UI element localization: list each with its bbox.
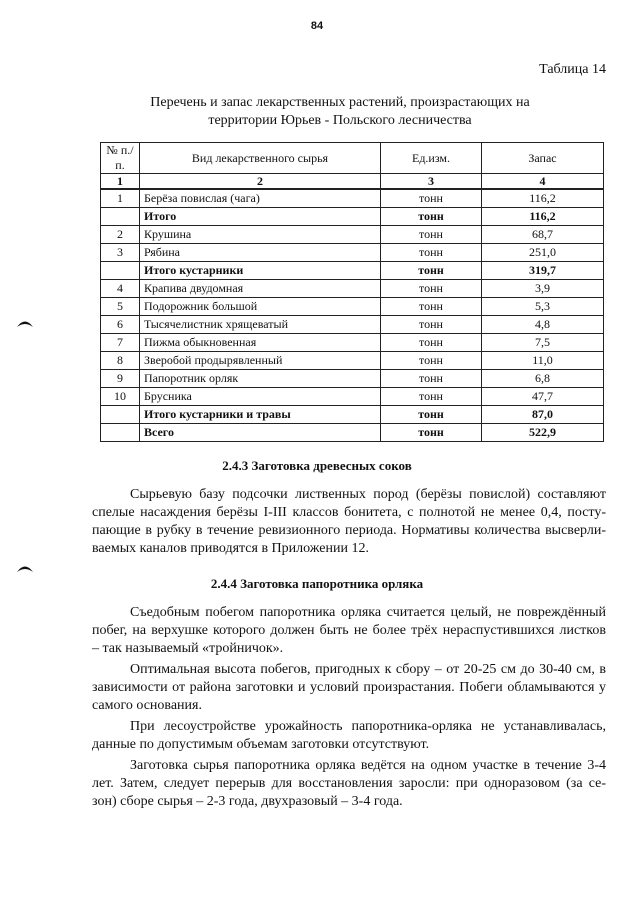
table-column-numbers-row <box>101 174 604 190</box>
table-row <box>101 352 604 370</box>
text-line: Заготовка сырья папоротника орляка ведётся на одном участке в течение 3-4 <box>130 758 606 773</box>
table-title-line: территории Юрьев - Польского лесничества <box>208 113 472 128</box>
row-value: 319,7 <box>482 262 604 280</box>
row-number <box>101 208 140 226</box>
row-name: Подорожник большой <box>140 298 381 316</box>
text-line: Съедобным побегом папоротника орляка считается целый, не повреждённый <box>130 605 606 620</box>
table-row <box>101 226 604 244</box>
text-line: спелые насаждения берёзы I-III классов бонитета, с полнотой не менее 0,4, посту- <box>92 505 606 520</box>
row-name: Крушина <box>140 226 381 244</box>
row-value: 4,8 <box>482 316 604 334</box>
text-line: побег, на верхушке которого должен быть не более трёх нераспустившихся листков <box>92 623 606 638</box>
column-number: 3 <box>381 174 482 190</box>
row-value: 7,5 <box>482 334 604 352</box>
table-row <box>101 262 604 280</box>
text-line: лет. Затем, следует перерыв для восстановления заросли: при одноразовом (за се- <box>92 776 606 791</box>
table-caption: Таблица 14 <box>539 62 606 77</box>
row-value: 47,7 <box>482 388 604 406</box>
row-name: Итого <box>140 208 381 226</box>
row-unit: тонн <box>381 280 482 298</box>
row-value: 116,2 <box>482 189 604 208</box>
row-value: 251,0 <box>482 244 604 262</box>
text-line: самого основания. <box>92 698 202 713</box>
text-line: Сырьевую базу подсочки лиственных пород (берёзы повислой) составляют <box>130 487 606 502</box>
table-row <box>101 424 604 442</box>
table-row <box>101 208 604 226</box>
table-row <box>101 388 604 406</box>
row-number: 10 <box>101 388 140 406</box>
table-row <box>101 406 604 424</box>
table-body <box>101 189 604 442</box>
row-unit: тонн <box>381 388 482 406</box>
row-value: 68,7 <box>482 226 604 244</box>
plants-table <box>100 142 604 442</box>
text-line: пающие в рубку в течение ревизионного периода. Нормативы количества высверли- <box>92 523 606 538</box>
text-line: зон) сборе сырья – 2-3 года, двухразовый – 3-4 года. <box>92 794 403 809</box>
row-value: 87,0 <box>482 406 604 424</box>
table-row <box>101 370 604 388</box>
table-row <box>101 280 604 298</box>
column-number: 1 <box>101 174 140 190</box>
row-name: Итого кустарники и травы <box>140 406 381 424</box>
header-number: № п./п. <box>101 143 140 174</box>
row-number: 5 <box>101 298 140 316</box>
binder-mark-icon <box>16 563 34 573</box>
row-number <box>101 406 140 424</box>
text-line: ваемых каналов приводятся в Приложении 12. <box>92 541 369 556</box>
row-value: 522,9 <box>482 424 604 442</box>
table-title <box>90 94 590 130</box>
row-name: Всего <box>140 424 381 442</box>
row-unit: тонн <box>381 262 482 280</box>
row-name: Тысячелистник хрящеватый <box>140 316 381 334</box>
paragraph <box>92 757 606 811</box>
header-name: Вид лекарственного сырья <box>140 143 381 174</box>
row-name: Рябина <box>140 244 381 262</box>
section1-paragraph <box>92 486 606 558</box>
row-name: Папоротник орляк <box>140 370 381 388</box>
row-unit: тонн <box>381 189 482 208</box>
row-number: 4 <box>101 280 140 298</box>
table-row <box>101 244 604 262</box>
row-name: Итого кустарники <box>140 262 381 280</box>
row-value: 5,3 <box>482 298 604 316</box>
row-unit: тонн <box>381 208 482 226</box>
row-number <box>101 262 140 280</box>
row-number: 3 <box>101 244 140 262</box>
row-number: 7 <box>101 334 140 352</box>
paragraph <box>92 604 606 658</box>
column-number: 2 <box>140 174 381 190</box>
row-number: 2 <box>101 226 140 244</box>
row-name: Брусника <box>140 388 381 406</box>
binder-mark-icon <box>16 318 34 328</box>
text-line: Оптимальная высота побегов, пригодных к сбору – от 20-25 см до 30-40 см, в <box>130 662 606 677</box>
row-unit: тонн <box>381 298 482 316</box>
row-value: 6,8 <box>482 370 604 388</box>
row-name: Пижма обыкновенная <box>140 334 381 352</box>
row-name: Берёза повислая (чага) <box>140 189 381 208</box>
header-value: Запас <box>482 143 604 174</box>
row-value: 116,2 <box>482 208 604 226</box>
row-name: Крапива двудомная <box>140 280 381 298</box>
row-number: 9 <box>101 370 140 388</box>
row-unit: тонн <box>381 370 482 388</box>
row-unit: тонн <box>381 316 482 334</box>
section-heading: 2.4.4 Заготовка папоротника орляка <box>210 576 424 591</box>
text-line: зависимости от района заготовки и условий произрастания. Побеги обламываются у <box>92 680 606 695</box>
page-number: 84 <box>310 20 324 32</box>
table-title-line: Перечень и запас лекарственных растений, произрастающих на <box>150 95 530 110</box>
table-row <box>101 334 604 352</box>
table-row <box>101 298 604 316</box>
row-unit: тонн <box>381 406 482 424</box>
column-number: 4 <box>482 174 604 190</box>
row-number: 1 <box>101 189 140 208</box>
text-line: – так называемый «тройничок». <box>92 641 284 656</box>
row-value: 3,9 <box>482 280 604 298</box>
row-unit: тонн <box>381 226 482 244</box>
row-name: Зверобой продырявленный <box>140 352 381 370</box>
section-heading: 2.4.3 Заготовка древесных соков <box>222 458 412 473</box>
row-number: 8 <box>101 352 140 370</box>
paragraph <box>92 661 606 715</box>
row-unit: тонн <box>381 424 482 442</box>
row-number: 6 <box>101 316 140 334</box>
row-value: 11,0 <box>482 352 604 370</box>
text-line: При лесоустройстве урожайность папоротника-орляка не устанавливалась, <box>130 719 606 734</box>
paragraph <box>92 718 606 754</box>
row-number <box>101 424 140 442</box>
table-row <box>101 189 604 208</box>
text-line: данные по допустимым объемам заготовки отсутствуют. <box>92 737 430 752</box>
table-header-row <box>101 143 604 174</box>
section2-body <box>92 604 606 814</box>
row-unit: тонн <box>381 244 482 262</box>
row-unit: тонн <box>381 334 482 352</box>
table-row <box>101 316 604 334</box>
header-unit: Ед.изм. <box>381 143 482 174</box>
row-unit: тонн <box>381 352 482 370</box>
